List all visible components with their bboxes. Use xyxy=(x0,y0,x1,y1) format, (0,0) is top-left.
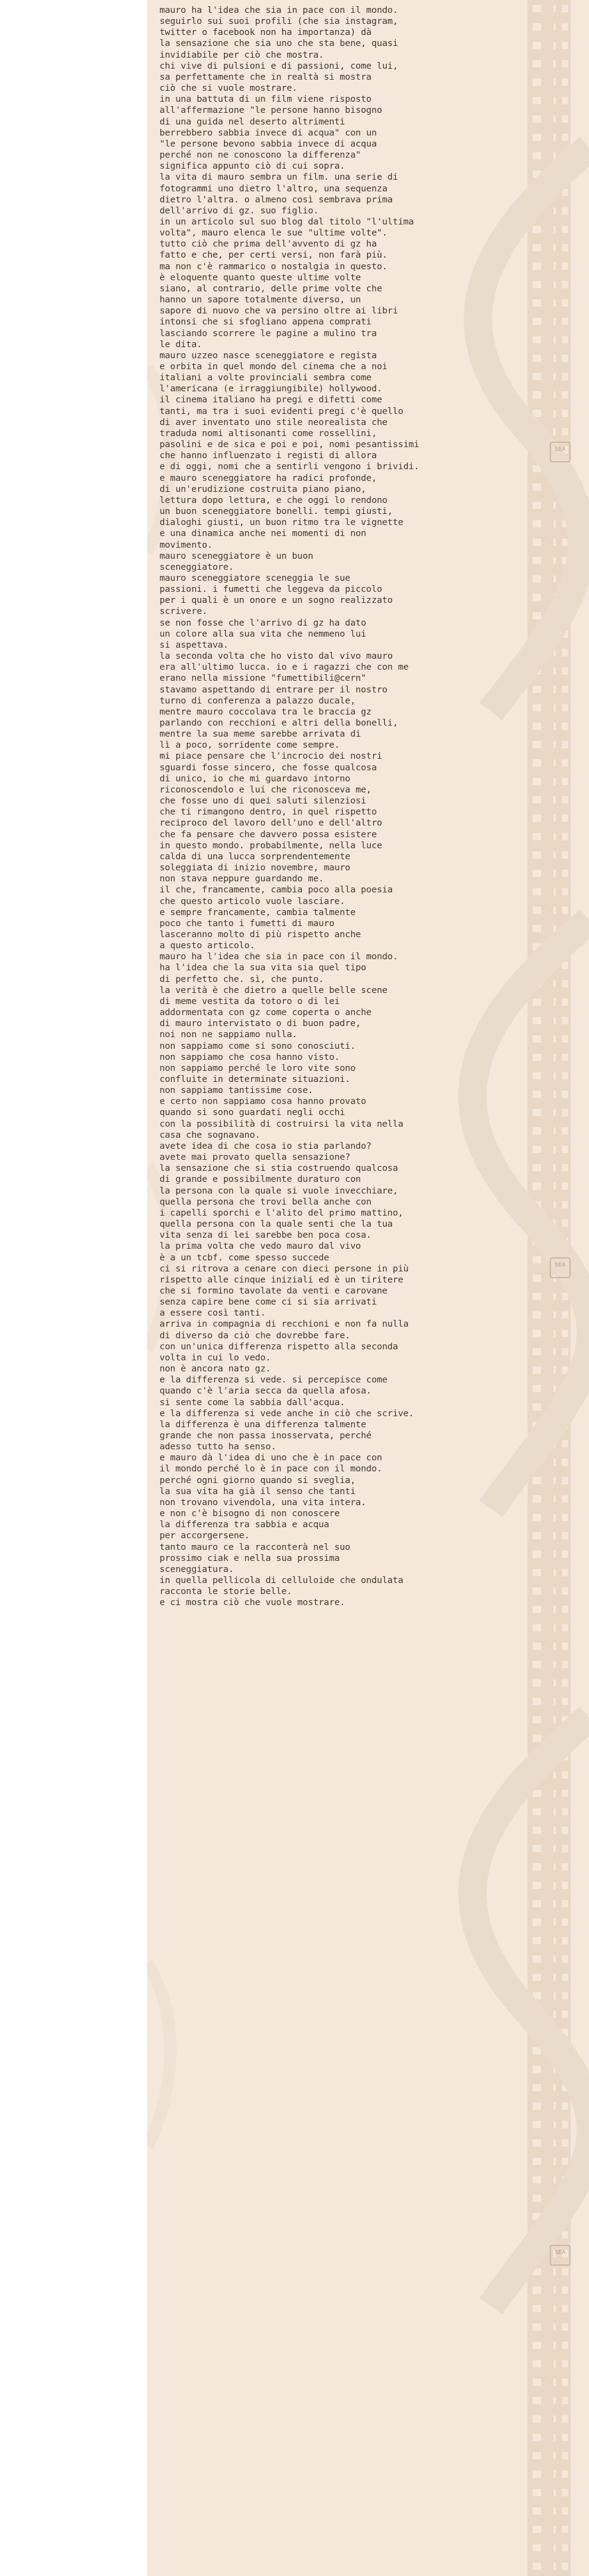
paragraph: e mauro dà l'idea di uno che è in pace con il mondo perché lo è in pace con il mondo. perché ogni giorno quando si sveglia, la sua vita ha già il senso che tanti non trovano vivendola, una vita intera. xyxy=(160,1452,382,1508)
paragraph: avete idea di che cosa io stia parlando? avete mai provato quella sensazione? xyxy=(160,1140,372,1163)
stamp-decoration: SEA xyxy=(550,1257,571,1278)
stamp-decoration: SEA xyxy=(550,442,571,462)
paragraph: e certo non sappiamo cosa hanno provato quando si sono guardati negli occhi con la possibilità di costruirsi la vita nella casa che sognavano. xyxy=(160,1096,404,1140)
paragraph: in una battuta di un film viene risposto all'affermazione "le persone hanno bisogno di una guida nel deserto altrimenti berrebbero sabbia invece di acqua" con un "le persone bevono sabbia invece di acqua perché non ne conoscono la differenza" significa appunto ciò di cui sopra. xyxy=(160,94,382,172)
paragraph: e ci mostra ciò che vuole mostrare. xyxy=(160,1597,345,1608)
paragraph: in quella pellicola di celluloide che ondulata racconta le storie belle. xyxy=(160,1575,404,1597)
paragraph: il che, francamente, cambia poco alla poesia che questo articolo vuole lasciare. xyxy=(160,884,393,907)
paragraph: e mauro sceneggiatore ha radici profonde, di un'erudizione costruita piano piano, lettura dopo lettura, e che oggi lo rendono un buon sceneggiatore bonelli. tempi giusti, dialoghi giusti, un buon ritmo tra le vignette e una dinamica anche nei momenti di non movimento. xyxy=(160,472,404,550)
paragraph: mauro sceneggiatore è un buon sceneggiatore. xyxy=(160,550,314,572)
paragraph: la prima volta che vedo mauro dal vivo è a un tcbf. come spesso succede ci si ritrova a cenare con dieci persone in più rispetto alle cinque iniziali ed è un tiritere che si formino tavolate da venti e carovane senza capire bene come ci si sia arrivati a essere così tanti. xyxy=(160,1241,409,1319)
paragraph: in un articolo sul suo blog dal titolo "l'ultima volta", mauro elenca le sue "ultime volte". tutto ciò che prima dell'avvento di gz ha fatto e che, per certi versi, non farà più. ma non c'è rammarico o nostalgia in questo. è eloquente quanto queste ultime volte siano, al contrario, delle prime volte che hanno un sapore totalmente diverso, un sapore di nuovo che va persino oltre ai libri intonsi che si sfogliano appena comprati lasciando scorrere le pagine a mulino tra le dita. xyxy=(160,216,414,350)
paragraph: la vita di mauro sembra un film. una serie di fotogrammi uno dietro l'altro, una sequenza dietro l'altra. o almeno così sembrava prima dell'arrivo di gz. suo figlio. xyxy=(160,172,398,216)
paragraph: il cinema italiano ha pregi e difetti come tanti, ma tra i suoi evidenti pregi c'è quello di aver inventato uno stile neorealista che traduda nomi altisonanti come rossellini, pasolini e de sica e poi e poi, nomi pesantissimi che hanno influenzato i registi di allora e di oggi, nomi che a sentirli vengono i brividi. xyxy=(160,394,420,472)
paragraph: non è ancora nato gz. xyxy=(160,1363,271,1374)
paragraph: mauro uzzeo nasce sceneggiatore e regista e orbita in quel mondo del cinema che a noi italiani a volte provinciali sembra come l'americana (e irraggiungibile) hollywood. xyxy=(160,350,388,394)
paragraph: mi piace pensare che l'incrocio dei nostri sguardi fosse sincero, che fosse qualcosa di unico, io che mi guardavo intorno riconoscendolo e lui che riconosceva me, che fosse uno di quei saluti silenziosi che ti rimangono dentro, in quel rispetto reciproco del lavoro dell'uno e dell'altro che fa pensare che davvero possa esistere in questo mondo. probabilmente, nella luce calda di una lucca sorprendentemente soleggiata di inizio novembre, mauro non stava neppure guardando me. xyxy=(160,751,382,884)
paragraph: la sensazione che si stia costruendo qualcosa di grande e possibilmente duraturo con la persona con la quale si vuole invecchiare, quella persona che trovi bella anche con i capelli sporchi e l'alito del primo mattino, quella persona con la quale senti che la tua vita senza di lei sarebbe ben poca cosa. xyxy=(160,1163,404,1241)
paragraph: arriva in compagnia di recchioni e non fa nulla di diverso da ciò che dovrebbe fare. xyxy=(160,1319,409,1341)
paragraph: se non fosse che l'arrivo di gz ha dato un colore alla sua vita che nemmeno lui si aspettava. xyxy=(160,617,366,650)
paragraph: mauro ha l'idea che sia in pace con il mondo. seguirlo sui suoi profili (che sia instagram, twitter o facebook non ha importanza) dà la sensazione che sia uno che sta bene, quasi invidiabile per ciò che mostra. chi vive di pulsioni e di passioni, come lui, sa perfettamente che in realtà si mostra ciò che si vuole mostrare. xyxy=(160,5,398,94)
paragraph: mauro sceneggiatore sceneggia le sue passioni. i fumetti che leggeva da piccolo per i quali è un onore e un sogno realizzato scrivere. xyxy=(160,572,393,617)
stamp-decoration: SEA xyxy=(550,2245,571,2266)
paragraph: e la differenza si vede. si percepisce come quando c'è l'aria secca da quella afosa. si sente come la sabbia dall'acqua. xyxy=(160,1374,388,1408)
paragraph: non sappiamo come si sono conosciuti. non sappiamo che cosa hanno visto. non sappiamo perché le loro vite sono confluite in determinate situazioni. non sappiamo tantissime cose. xyxy=(160,1040,356,1096)
paragraph: e la differenza si vede anche in ciò che scrive. la differenza è una differenza talmente grande che non passa inosservata, perché adesso tutto ha senso. xyxy=(160,1408,414,1452)
paragraph: con un'unica differenza rispetto alla seconda volta in cui lo vedo. xyxy=(160,1341,398,1363)
paragraph: tanto mauro ce la racconterà nel suo prossimo ciak e nella sua prossima sceneggiatura. xyxy=(160,1541,350,1574)
paper-background xyxy=(147,0,589,2576)
paragraph: e sempre francamente, cambia talmente poco che tanto i fumetti di mauro lasceranno molto di più rispetto anche a questo articolo. xyxy=(160,907,361,951)
paragraph: mauro ha l'idea che sia in pace con il mondo. ha l'idea che la sua vita sia quel tipo di perfetto che. sì, che punto. xyxy=(160,951,398,984)
article-body xyxy=(160,5,479,1609)
paragraph: la seconda volta che ho visto dal vivo mauro era all'ultimo lucca. io e i ragazzi che con me erano nella missione "fumettibili@cern" stavamo aspettando di entrare per il nostro turno di conferenza a palazzo ducale, mentre mauro coccolava tra le braccia gz parlando con recchioni e altri della bonelli, mentre la sua meme sarebbe arrivata di lì a poco, sorridente come sempre. xyxy=(160,651,409,751)
paragraph: e non c'è bisogno di non conoscere la differenza tra sabbia e acqua per accorgersene. xyxy=(160,1508,340,1541)
paragraph: la verità è che dietro a quelle belle scene di meme vestita da totoro o di lei addormentata con gz come coperta o anche di mauro intervistato o di buon padre, noi non ne sappiamo nulla. xyxy=(160,984,388,1040)
